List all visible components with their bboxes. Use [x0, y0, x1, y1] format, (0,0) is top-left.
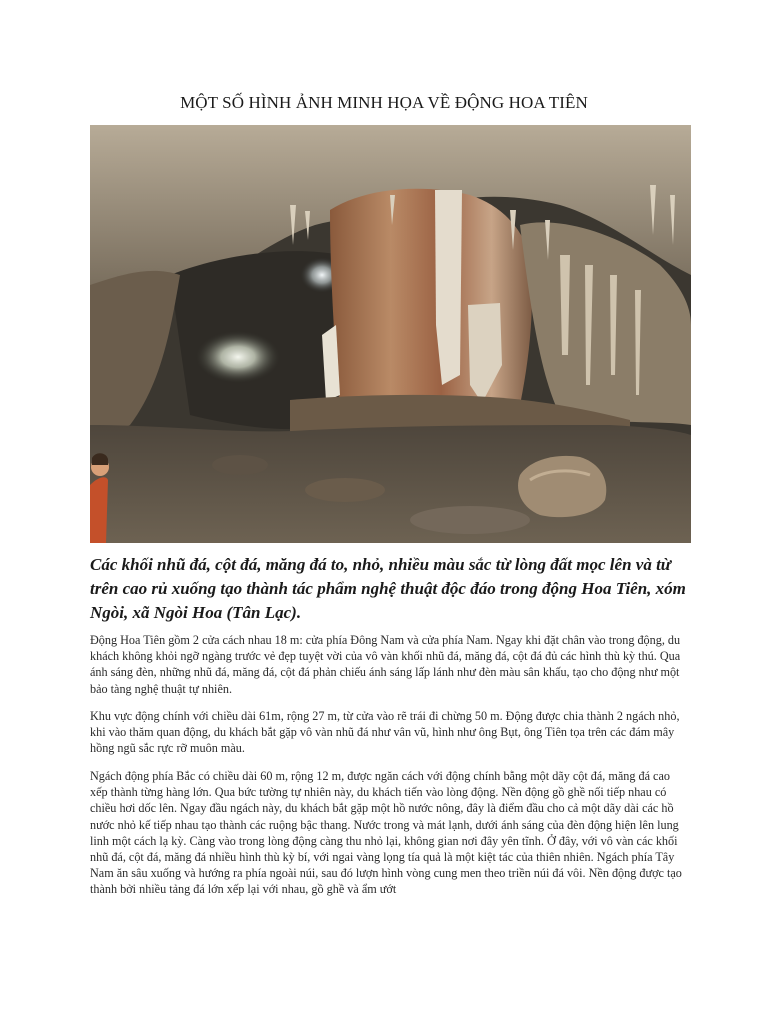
- paragraph-north-branch: Ngách động phía Bắc có chiều dài 60 m, rộng 12 m, được ngăn cách với động chính bằng một dãy cột đá, măng đá cao xếp thành từng hàng lớn. Qua bức tường tự nhiên này, du khách tiến vào lòng động. Nền động gồ ghề nối tiếp nhau có chiều hơi dốc lên. Ngay đầu ngách này, du khách bắt gặp một hồ nước nông, đây là điểm đầu cho cả một dãy dài các hồ nước nhỏ kế tiếp nhau tạo thành các ruộng bậc thang. Nước trong và mát lạnh, dưới ánh sáng của đèn động hiện lên lung linh một cách lạ kỳ. Càng vào trong lòng động càng thu nhỏ lại, không gian nơi đây yên tĩnh. Ở đây, với vô vàn các khối nhũ đá, cột đá, măng đá nhiều hình thù kỳ bí, với ngai vàng lọng tía quả là một kiệt tác của thiên nhiên. Ngách phía Tây Nam ăn sâu xuống và hướng ra phía ngoài núi, sau đó lượn hình vòng cung men theo triền núi đá vôi. Nền động được tạo thành bởi nhiều tảng đá lớn xếp lại với nhau, gồ ghề và ẩm ướt: [90, 769, 682, 897]
- document-title: MỘT SỐ HÌNH ẢNH MINH HỌA VỀ ĐỘNG HOA TIÊN: [180, 93, 588, 112]
- paragraph-intro: Động Hoa Tiên gồm 2 cửa cách nhau 18 m: cửa phía Đông Nam và cửa phía Nam. Ngay khi đặt chân vào trong động, du khách không khỏi ngỡ ngàng trước vẻ đẹp tuyệt vời của vô vàn khối nhũ đá, măng đá, cột đá đủ các hình thù kỳ thú. Qua ánh sáng đèn, những nhũ đá, măng đá, cột đá phản chiếu ánh sáng lấp lánh như đèn màu sân khấu, tạo cho động như một bảo tàng nghệ thuật tự nhiên.: [90, 633, 681, 696]
- cave-illustration: [90, 125, 691, 543]
- cave-photo: [90, 125, 691, 543]
- paragraph-main-area: Khu vực động chính với chiều dài 61m, rộng 27 m, từ cửa vào rẽ trái đi chừng 50 m. Động được chia thành 2 ngách nhỏ, khi vào thăm quan động, du khách bắt gặp vô vàn nhũ đá như vân vũ, hình như ông Bụt, ông Tiên tọa trên các đám mây hồng ngũ sắc rực rỡ muôn màu.: [90, 709, 680, 756]
- photo-caption: Các khối nhũ đá, cột đá, măng đá to, nhỏ, nhiều màu sắc từ lòng đất mọc lên và từ trên cao rủ xuống tạo thành tác phẩm nghệ thuật độc đáo trong động Hoa Tiên, xóm Ngòi, xã Ngòi Hoa (Tân Lạc).: [90, 555, 686, 622]
